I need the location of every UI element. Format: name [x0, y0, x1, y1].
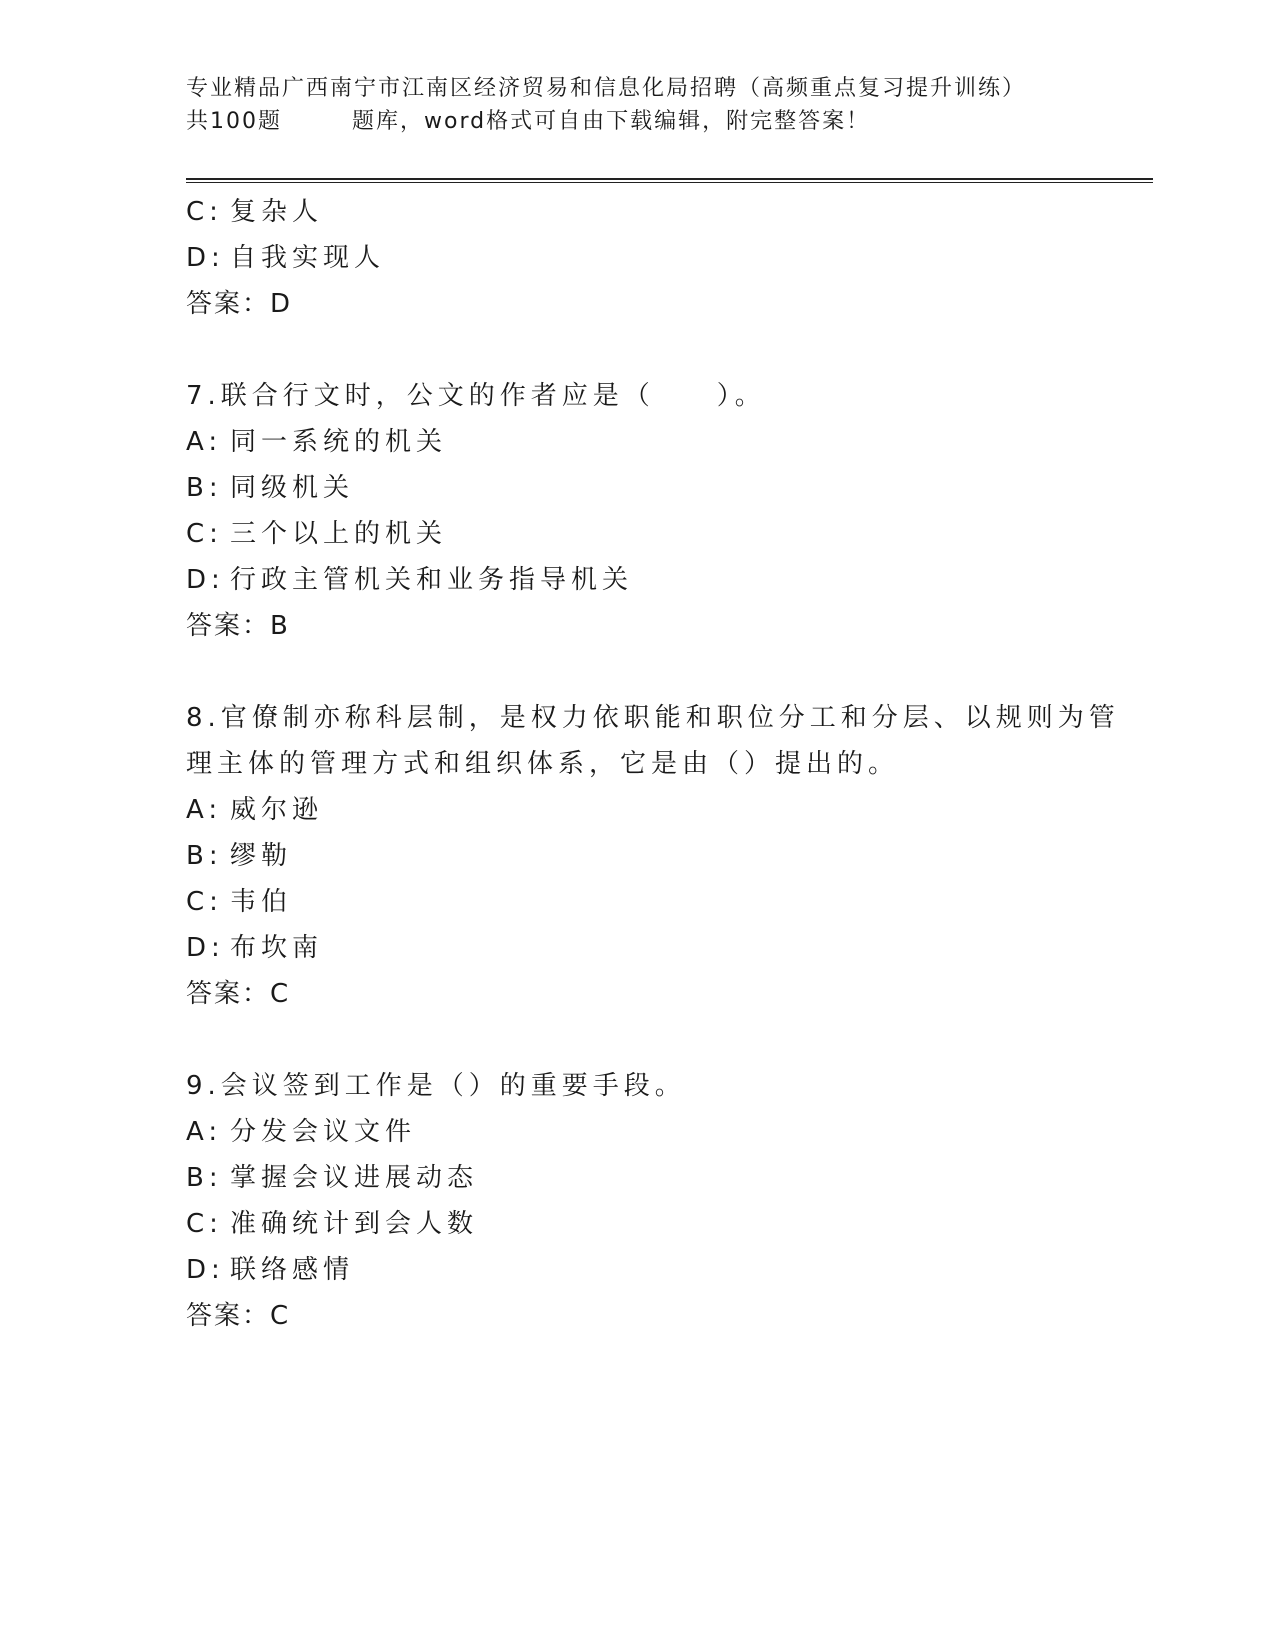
- option-text: 复杂人: [230, 197, 324, 227]
- option-text: 韦伯: [230, 887, 293, 917]
- option-d: [186, 1247, 1086, 1293]
- option-text: 分发会议文件: [230, 1117, 417, 1147]
- option-key: D:: [186, 565, 225, 595]
- header-subtitle: [186, 105, 1166, 138]
- option-key: D:: [186, 1255, 225, 1285]
- question-6: [186, 189, 1086, 327]
- option-text: 缪勒: [230, 841, 293, 871]
- option-d: [186, 235, 1086, 281]
- option-c: [186, 189, 1086, 235]
- answer-label: 答案：: [186, 611, 271, 641]
- option-c: [186, 511, 1086, 557]
- answer-line: [186, 1293, 1086, 1339]
- answer-label: 答案：: [186, 289, 271, 319]
- answer-line: [186, 603, 1086, 649]
- option-text: 同一系统的机关: [230, 427, 448, 457]
- option-text: 行政主管机关和业务指导机关: [230, 565, 634, 595]
- option-text: 同级机关: [230, 473, 355, 503]
- header-title: 专业精品广西南宁市江南区经济贸易和信息化局招聘（高频重点复习提升训练）: [186, 76, 1027, 101]
- option-b: [186, 1155, 1086, 1201]
- option-key: C:: [186, 1209, 223, 1239]
- option-key: C:: [186, 519, 223, 549]
- answer-label: 答案：: [186, 1301, 271, 1331]
- option-key: A:: [186, 1117, 223, 1147]
- option-key: C:: [186, 197, 223, 227]
- header-divider-bottom: [186, 182, 1153, 183]
- question-8: [186, 695, 1120, 1017]
- question-title: 7.联合行文时，公文的作者应是（ ）。: [186, 381, 766, 411]
- answer-value: C: [270, 979, 291, 1009]
- option-key: D:: [186, 933, 225, 963]
- option-text: 布坎南: [230, 933, 324, 963]
- question-9: [186, 1063, 1086, 1339]
- option-text: 准确统计到会人数: [230, 1209, 479, 1239]
- option-d: [186, 925, 1086, 971]
- option-a: [186, 787, 1086, 833]
- answer-value: D: [270, 289, 293, 319]
- option-key: B:: [186, 473, 223, 503]
- option-text: 联络感情: [230, 1255, 355, 1285]
- option-key: C:: [186, 887, 223, 917]
- option-b: [186, 465, 1086, 511]
- question-title-line-1: 8.官僚制亦称科层制，是权力依职能和职位分工和分层、以规则为管: [186, 703, 1120, 733]
- option-key: D:: [186, 243, 225, 273]
- answer-line: [186, 971, 1086, 1017]
- answer-label: 答案：: [186, 979, 271, 1009]
- question-count: 共100题: [186, 109, 282, 134]
- option-key: A:: [186, 795, 223, 825]
- document-header: [186, 72, 1166, 138]
- answer-value: B: [270, 611, 290, 641]
- answer-line: [186, 281, 1086, 327]
- header-format-note: 题库，word格式可自由下载编辑，附完整答案！: [352, 109, 871, 134]
- option-a: [186, 419, 1086, 465]
- option-key: A:: [186, 427, 223, 457]
- answer-value: C: [270, 1301, 291, 1331]
- question-7: [186, 373, 1086, 649]
- option-a: [186, 1109, 1086, 1155]
- option-d: [186, 557, 1086, 603]
- option-c: [186, 1201, 1086, 1247]
- option-b: [186, 833, 1086, 879]
- question-title: 9.会议签到工作是（）的重要手段。: [186, 1071, 686, 1101]
- option-text: 自我实现人: [230, 243, 386, 273]
- question-title-line-2: 理主体的管理方式和组织体系，它是由（）提出的。: [186, 749, 900, 779]
- option-key: B:: [186, 1163, 223, 1193]
- question-list: [186, 189, 1120, 1339]
- header-divider-top: [186, 178, 1153, 180]
- option-key: B:: [186, 841, 223, 871]
- option-text: 掌握会议进展动态: [230, 1163, 479, 1193]
- option-text: 威尔逊: [230, 795, 324, 825]
- option-c: [186, 879, 1086, 925]
- option-text: 三个以上的机关: [230, 519, 448, 549]
